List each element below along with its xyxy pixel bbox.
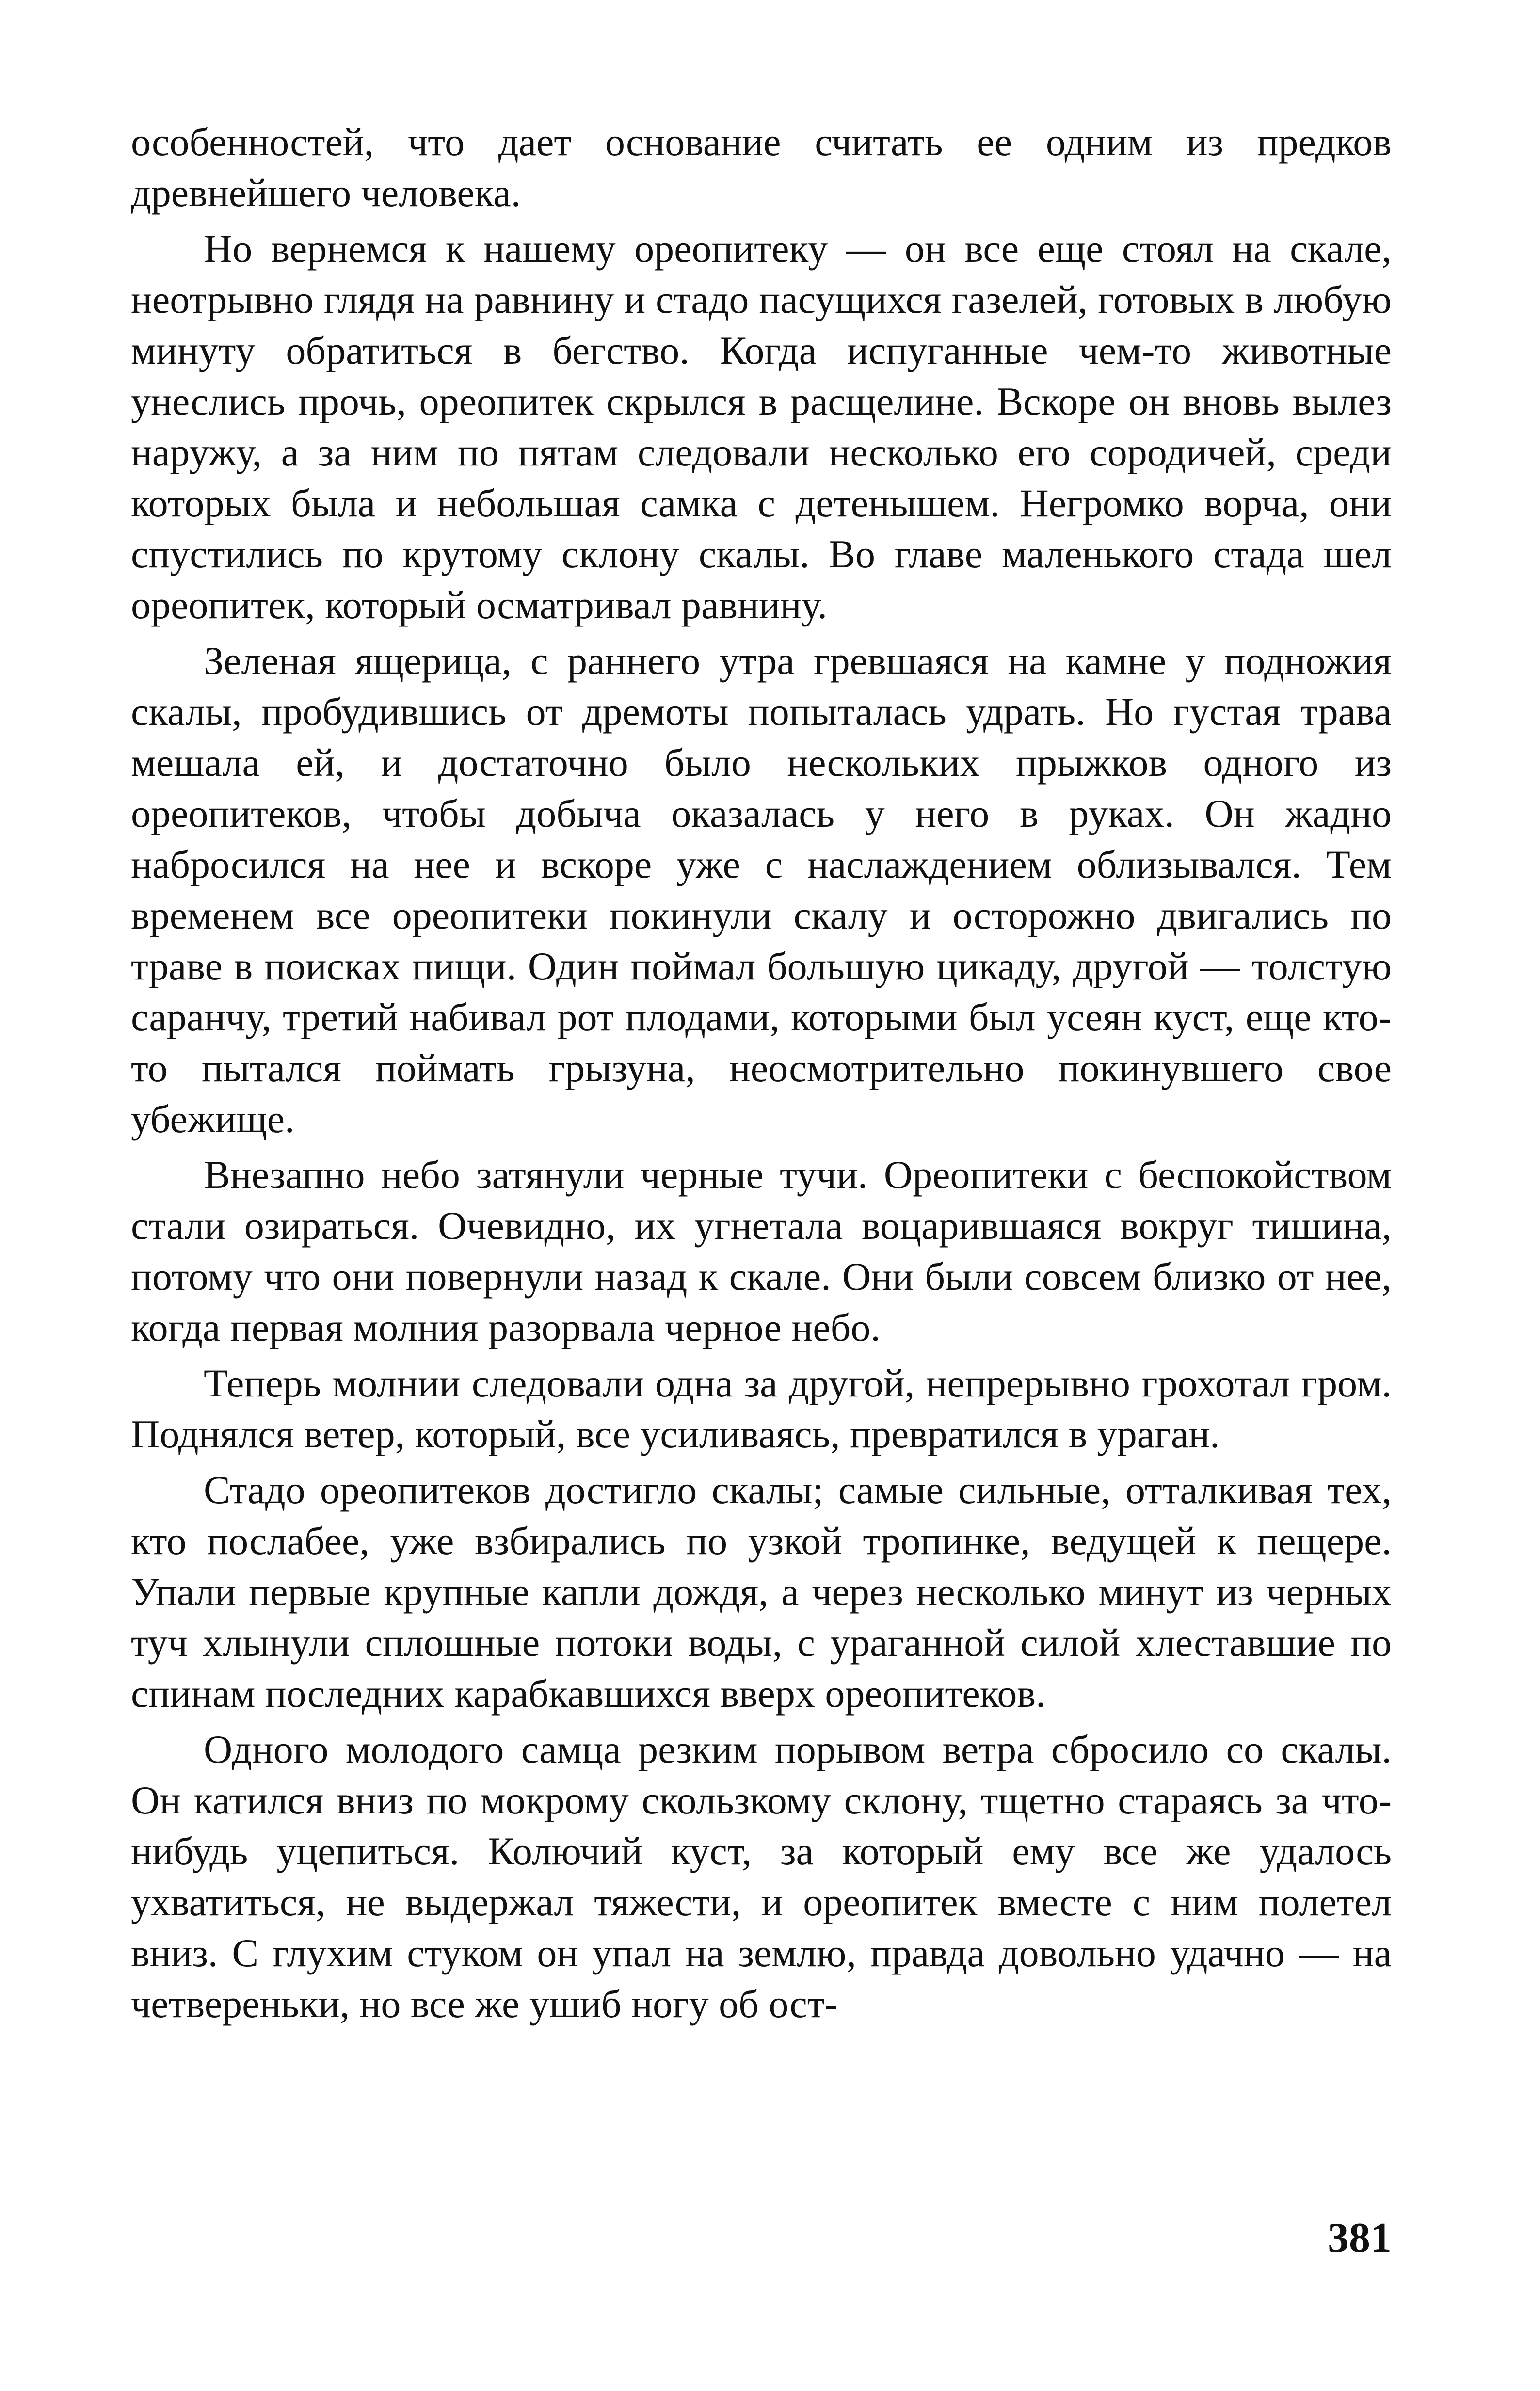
paragraph-6: Стадо ореопитеков достигло скалы; самые сильные, отталкивая тех, кто послабее, уже взбирались по узкой тропинке, ведущей к пещере. Упали первые крупные капли дождя, а через несколько минут из черных туч хлынули сплошные потоки воды, с ураганной силой хлеставшие по спинам последних карабкавшихся вверх ореопитеков. <box>131 1468 1392 1716</box>
paragraph-7: Одного молодого самца резким порывом ветра сбросило со скалы. Он катился вниз по мокрому скользкому склону, тщетно стараясь за что-нибудь уцепиться. Колючий куст, за который ему все же удалось ухватиться, не выдержал тяжести, и ореопитек вместе с ним полетел вниз. С глухим стуком он упал на землю, правда довольно удачно — на четвереньки, но все же ушиб ногу об ост- <box>131 1727 1392 2026</box>
paragraph-1: особенностей, что дает основание считать ее одним из предков древнейшего человека. <box>131 120 1392 215</box>
page-number: 381 <box>1328 2214 1392 2262</box>
body-text <box>131 116 1392 2029</box>
paragraph-3: Зеленая ящерица, с раннего утра гревшаяся на камне у подножия скалы, пробудившись от дремоты попыталась удрать. Но густая трава мешала ей, и достаточно было нескольких прыжков одного из ореопитеков, чтобы добыча оказалась у него в руках. Он жадно набросился на нее и вскоре уже с наслаждением облизывался. Тем временем все ореопитеки покинули скалу и осторожно двигались по траве в поисках пищи. Один поймал большую цикаду, другой — толстую саранчу, третий набивал рот плодами, которыми был усеян куст, еще кто-то пытался поймать грызуна, неосмотрительно покинувшего свое убежище. <box>131 639 1392 1141</box>
paragraph-2: Но вернемся к нашему ореопитеку — он все еще стоял на скале, неотрывно глядя на равнину и стадо пасущихся газелей, готовых в любую минуту обратиться в бегство. Когда испуганные чем-то животные унеслись прочь, ореопитек скрылся в расщелине. Вскоре он вновь вылез наружу, а за ним по пятам следовали несколько его сородичей, среди которых была и небольшая самка с детенышем. Негромко ворча, они спустились по крутому склону скалы. Во главе маленького стада шел ореопитек, который осматривал равнину. <box>131 226 1392 627</box>
book-page <box>131 116 1392 2298</box>
paragraph-4: Внезапно небо затянули черные тучи. Ореопитеки с беспокойством стали озираться. Очевидно, их угнетала воцарившаяся вокруг тишина, потому что они повернули назад к скале. Они были совсем близко от нее, когда первая молния разорвала черное небо. <box>131 1153 1392 1349</box>
paragraph-5: Теперь молнии следовали одна за другой, непрерывно грохотал гром. Поднялся ветер, который, все усиливаясь, превратился в ураган. <box>131 1361 1392 1456</box>
